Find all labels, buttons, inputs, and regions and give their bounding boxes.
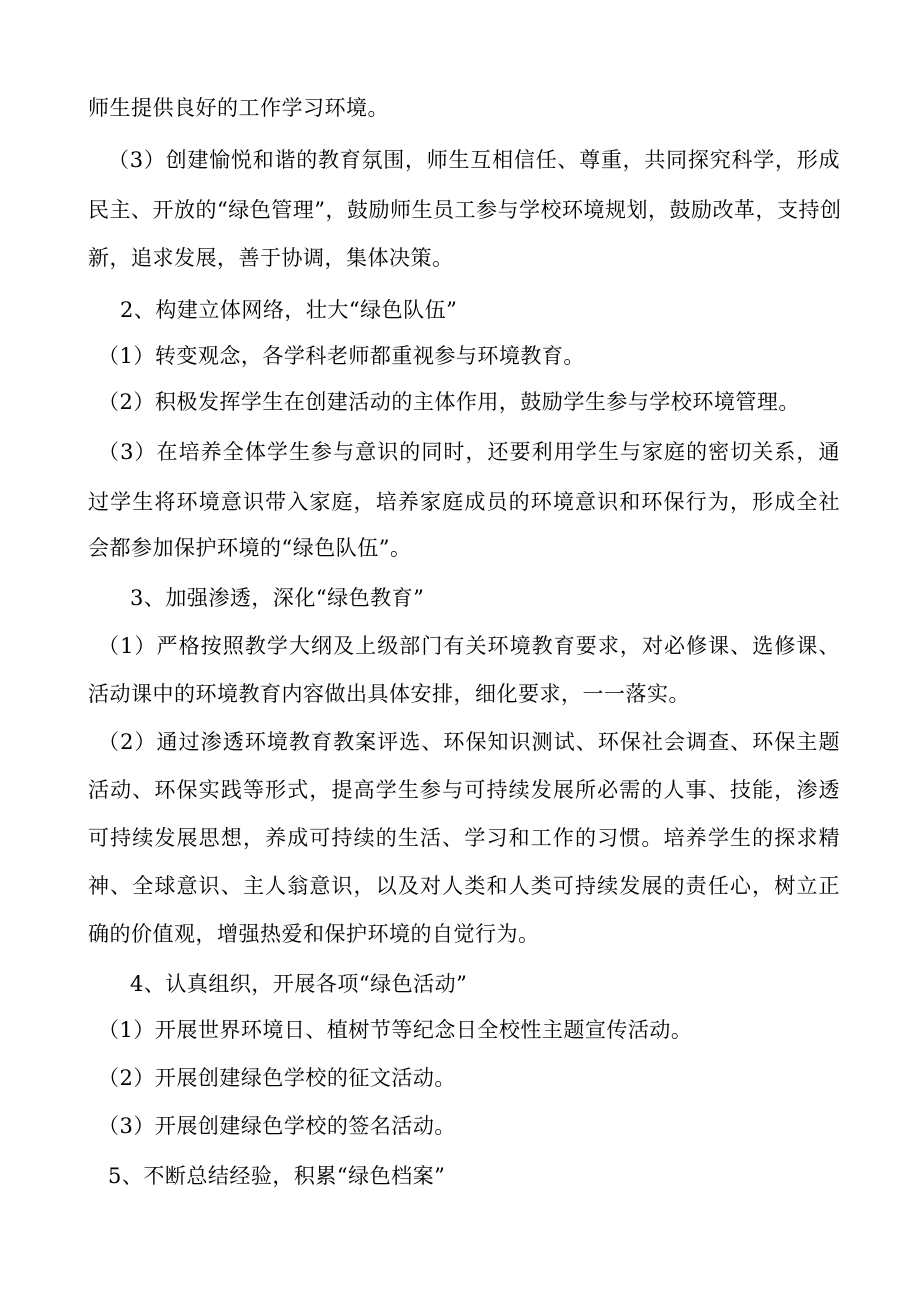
section-heading: 4、认真组织，开展各项“绿色活动” bbox=[130, 972, 468, 996]
text-line: （3）在培养全体学生参与意识的同时，还要利用学生与家庭的密切关系，通 bbox=[98, 440, 840, 464]
text-line: 过学生将环境意识带入家庭，培养家庭成员的环境意识和环保行为，形成全社 bbox=[88, 490, 840, 514]
text-line: 新，追求发展，善于协调，集体决策。 bbox=[88, 246, 454, 270]
text-line: 民主、开放的“绿色管理”，鼓励师生员工参与学校环境规划，鼓励改革，支持创 bbox=[88, 198, 842, 222]
text-line: 确的价值观，增强热爱和保护环境的自觉行为。 bbox=[88, 922, 540, 946]
text-line: （1）转变观念，各学科老师都重视参与环境教育。 bbox=[98, 344, 585, 368]
section-heading: 5、不断总结经验，积累“绿色档案” bbox=[108, 1164, 446, 1188]
section-heading: 3、加强渗透，深化“绿色教育” bbox=[130, 586, 425, 610]
text-line: 可持续发展思想，养成可持续的生活、学习和工作的习惯。培养学生的探求精 bbox=[88, 826, 840, 850]
text-line: 会都参加保护环境的“绿色队伍”。 bbox=[88, 536, 412, 560]
text-line: （3）开展创建绿色学校的签名活动。 bbox=[98, 1114, 456, 1138]
text-line: （3）创建愉悦和谐的教育氛围，师生互相信任、尊重，共同探究科学，形成 bbox=[108, 148, 840, 172]
section-heading: 2、构建立体网络，壮大“绿色队伍” bbox=[120, 298, 458, 322]
text-line: 活动课中的环境教育内容做出具体安排，细化要求，一一落实。 bbox=[88, 682, 690, 706]
text-line: （1）严格按照教学大纲及上级部门有关环境教育要求，对必修课、选修课、 bbox=[98, 634, 840, 658]
text-line: 活动、环保实践等形式，提高学生参与可持续发展所必需的人事、技能，渗透 bbox=[88, 778, 840, 802]
text-line: （1）开展世界环境日、植树节等纪念日全校性主题宣传活动。 bbox=[98, 1018, 693, 1042]
text-line: （2）积极发挥学生在创建活动的主体作用，鼓励学生参与学校环境管理。 bbox=[98, 390, 800, 414]
text-line: 神、全球意识、主人翁意识，以及对人类和人类可持续发展的责任心，树立正 bbox=[88, 874, 840, 898]
text-line: （2）开展创建绿色学校的征文活动。 bbox=[98, 1066, 456, 1090]
text-line: （2）通过渗透环境教育教案评选、环保知识测试、环保社会调查、环保主题 bbox=[98, 730, 840, 754]
text-line: 师生提供良好的工作学习环境。 bbox=[88, 96, 389, 120]
